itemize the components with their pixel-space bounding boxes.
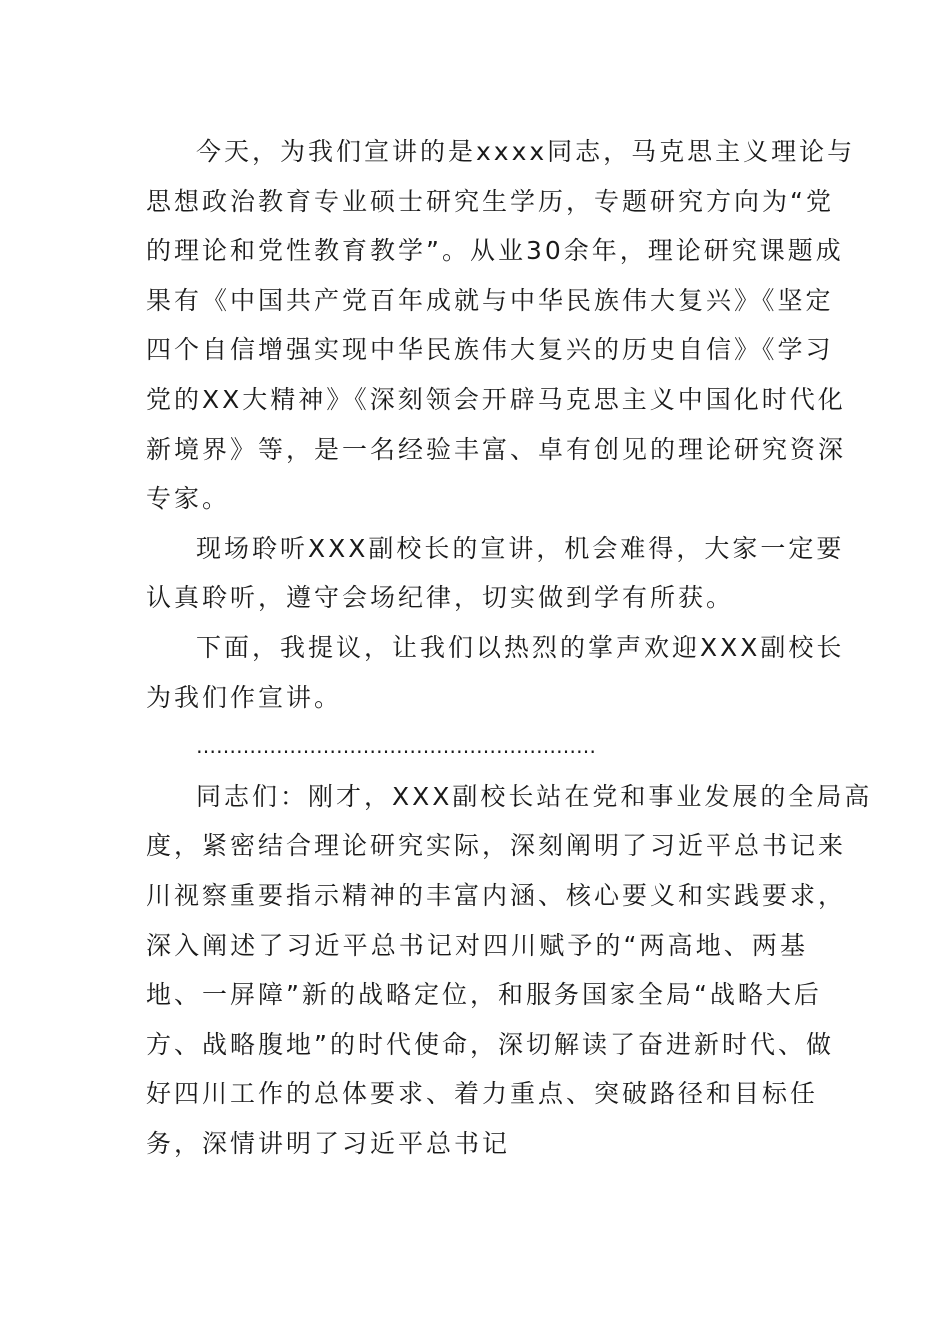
text-line: 为我们作宣讲。 xyxy=(146,682,343,712)
text-line: 方、战略腹地”的时代使命，深切解读了奋进新时代、做 xyxy=(146,1029,834,1059)
text-line: 现场聆听XXX副校长的宣讲，机会难得，大家一定要 xyxy=(196,533,845,563)
text-line: 地、一屏障”新的战略定位，和服务国家全局“战略大后 xyxy=(146,980,822,1010)
text-line: 四个自信增强实现中华民族伟大复兴的历史自信》《学习 xyxy=(146,335,834,365)
text-line: 好四川工作的总体要求、着力重点、突破路径和目标任 xyxy=(146,1079,819,1109)
text-line: 今天，为我们宣讲的是xxxx同志，马克思主义理论与 xyxy=(196,137,856,166)
text-line: 新境界》等，是一名经验丰富、卓有创见的理论研究资深 xyxy=(146,434,847,464)
text-line: 深入阐述了习近平总书记对四川赋予的“两高地、两基 xyxy=(146,930,808,960)
paragraph-summary xyxy=(146,772,873,1169)
paragraph-introduction xyxy=(146,127,856,524)
paragraph-welcome-proposal xyxy=(146,623,845,722)
paragraph-attendance-reminder xyxy=(146,524,845,623)
text-line: 果有《中国共产党百年成就与中华民族伟大复兴》《坚定 xyxy=(146,285,834,315)
text-line: 同志们：刚才，XXX副校长站在党和事业发展的全局高 xyxy=(196,781,873,811)
text-line: 川视察重要指示精神的丰富内涵、核心要义和实践要求， xyxy=(146,880,847,910)
text-line: 的理论和党性教育教学”。从业30余年，理论研究课题成 xyxy=(146,236,844,266)
document-body xyxy=(146,127,873,1168)
text-line: 认真聆听，遵守会场纪律，切实做到学有所获。 xyxy=(146,583,735,613)
text-line: 务，深情讲明了习近平总书记 xyxy=(146,1128,511,1158)
text-line: 度，紧密结合理论研究实际，深刻阐明了习近平总书记来 xyxy=(146,831,847,861)
section-separator: …………………………………………………… xyxy=(196,734,596,759)
text-line: 党的XX大精神》《深刻领会开辟马克思主义中国化时代化 xyxy=(146,384,846,414)
text-line: 下面，我提议，让我们以热烈的掌声欢迎XXX副校长 xyxy=(196,632,845,662)
text-line: 思想政治教育专业硕士研究生学历，专题研究方向为“党 xyxy=(146,186,834,216)
text-line: 专家。 xyxy=(146,484,231,514)
